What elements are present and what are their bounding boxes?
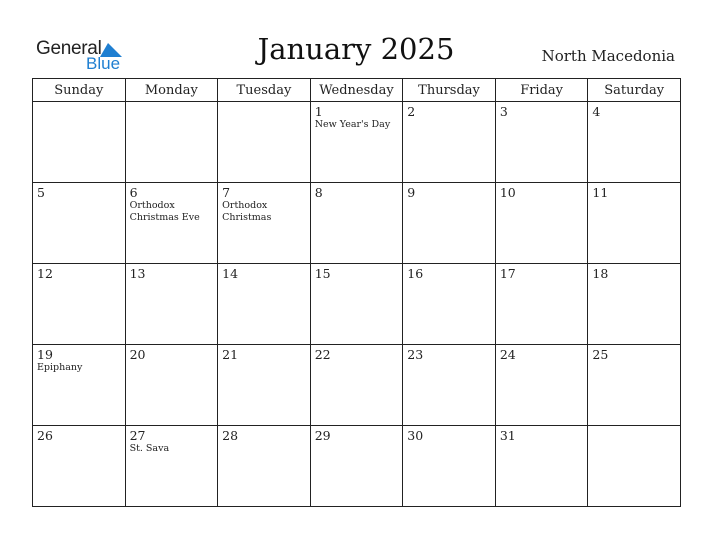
day-number: 23 — [407, 347, 424, 362]
day-number: 11 — [592, 185, 609, 200]
day-number: 25 — [592, 347, 609, 362]
day-cell — [495, 426, 588, 507]
day-cell — [495, 183, 588, 264]
day-number: 18 — [592, 266, 609, 281]
day-number: 30 — [407, 428, 424, 443]
calendar-grid — [32, 78, 681, 507]
week-row — [33, 264, 681, 345]
day-cell — [310, 102, 403, 183]
day-cell — [588, 426, 681, 507]
day-number: 14 — [222, 266, 239, 281]
holiday-label: Epiphany — [37, 362, 83, 373]
day-cell — [588, 183, 681, 264]
holiday-label: New Year's Day — [314, 119, 391, 130]
day-number: 19 — [37, 347, 53, 362]
weekday-header: Monday — [125, 79, 218, 102]
weekday-header: Sunday — [33, 79, 126, 102]
day-cell — [310, 345, 403, 426]
day-cell — [495, 264, 588, 345]
day-cell — [403, 264, 496, 345]
day-cell — [588, 264, 681, 345]
day-cell — [33, 426, 126, 507]
country-name: North Macedonia — [541, 47, 675, 65]
day-number: 4 — [592, 104, 601, 119]
weekday-header: Wednesday — [310, 79, 403, 102]
day-cell — [588, 102, 681, 183]
day-number: 3 — [499, 104, 508, 119]
day-cell — [125, 264, 218, 345]
day-number: 12 — [37, 266, 53, 281]
day-cell — [125, 183, 218, 264]
day-number: 28 — [222, 428, 239, 443]
day-cell — [588, 345, 681, 426]
week-row — [33, 102, 681, 183]
week-row — [33, 426, 681, 507]
day-number: 1 — [314, 104, 323, 119]
day-cell — [218, 345, 311, 426]
day-cell — [33, 102, 126, 183]
day-cell — [495, 345, 588, 426]
day-cell — [403, 426, 496, 507]
day-number: 13 — [129, 266, 146, 281]
weekday-header: Thursday — [403, 79, 496, 102]
day-cell — [218, 183, 311, 264]
day-number: 17 — [499, 266, 516, 281]
day-cell — [218, 102, 311, 183]
day-number: 2 — [407, 104, 416, 119]
day-number: 15 — [314, 266, 331, 281]
day-number: 21 — [222, 347, 239, 362]
day-cell — [33, 183, 126, 264]
holiday-label: St. Sava — [129, 443, 170, 454]
day-cell — [33, 264, 126, 345]
day-number: 8 — [314, 185, 323, 200]
holiday-label: Orthodox Christmas — [222, 200, 272, 223]
day-cell — [125, 102, 218, 183]
weekday-header-row — [33, 79, 681, 102]
day-number: 7 — [222, 185, 231, 200]
day-number: 20 — [129, 347, 146, 362]
weekday-header: Saturday — [588, 79, 681, 102]
calendar-title: January 2025 — [257, 32, 455, 66]
day-cell — [310, 264, 403, 345]
day-cell — [310, 426, 403, 507]
logo-word-blue: Blue — [86, 54, 121, 73]
day-cell — [310, 183, 403, 264]
day-number: 9 — [407, 185, 416, 200]
day-cell — [495, 102, 588, 183]
day-number: 22 — [314, 347, 331, 362]
logo-word-general: General — [36, 38, 102, 59]
weekday-header: Tuesday — [218, 79, 311, 102]
weekday-header: Friday — [495, 79, 588, 102]
day-cell — [403, 102, 496, 183]
day-number: 6 — [129, 185, 138, 200]
day-number: 5 — [37, 185, 45, 200]
holiday-label: Orthodox Christmas Eve — [129, 200, 200, 223]
day-cell — [218, 264, 311, 345]
day-number: 24 — [499, 347, 516, 362]
day-cell — [125, 426, 218, 507]
day-cell — [218, 426, 311, 507]
day-number: 16 — [407, 266, 424, 281]
day-number: 29 — [314, 428, 331, 443]
week-row — [33, 345, 681, 426]
day-number: 31 — [499, 428, 516, 443]
day-cell — [125, 345, 218, 426]
day-number: 10 — [499, 185, 516, 200]
day-number: 27 — [129, 428, 146, 443]
day-cell — [403, 183, 496, 264]
day-number: 26 — [37, 428, 53, 443]
day-cell — [403, 345, 496, 426]
day-cell — [33, 345, 126, 426]
week-row — [33, 183, 681, 264]
